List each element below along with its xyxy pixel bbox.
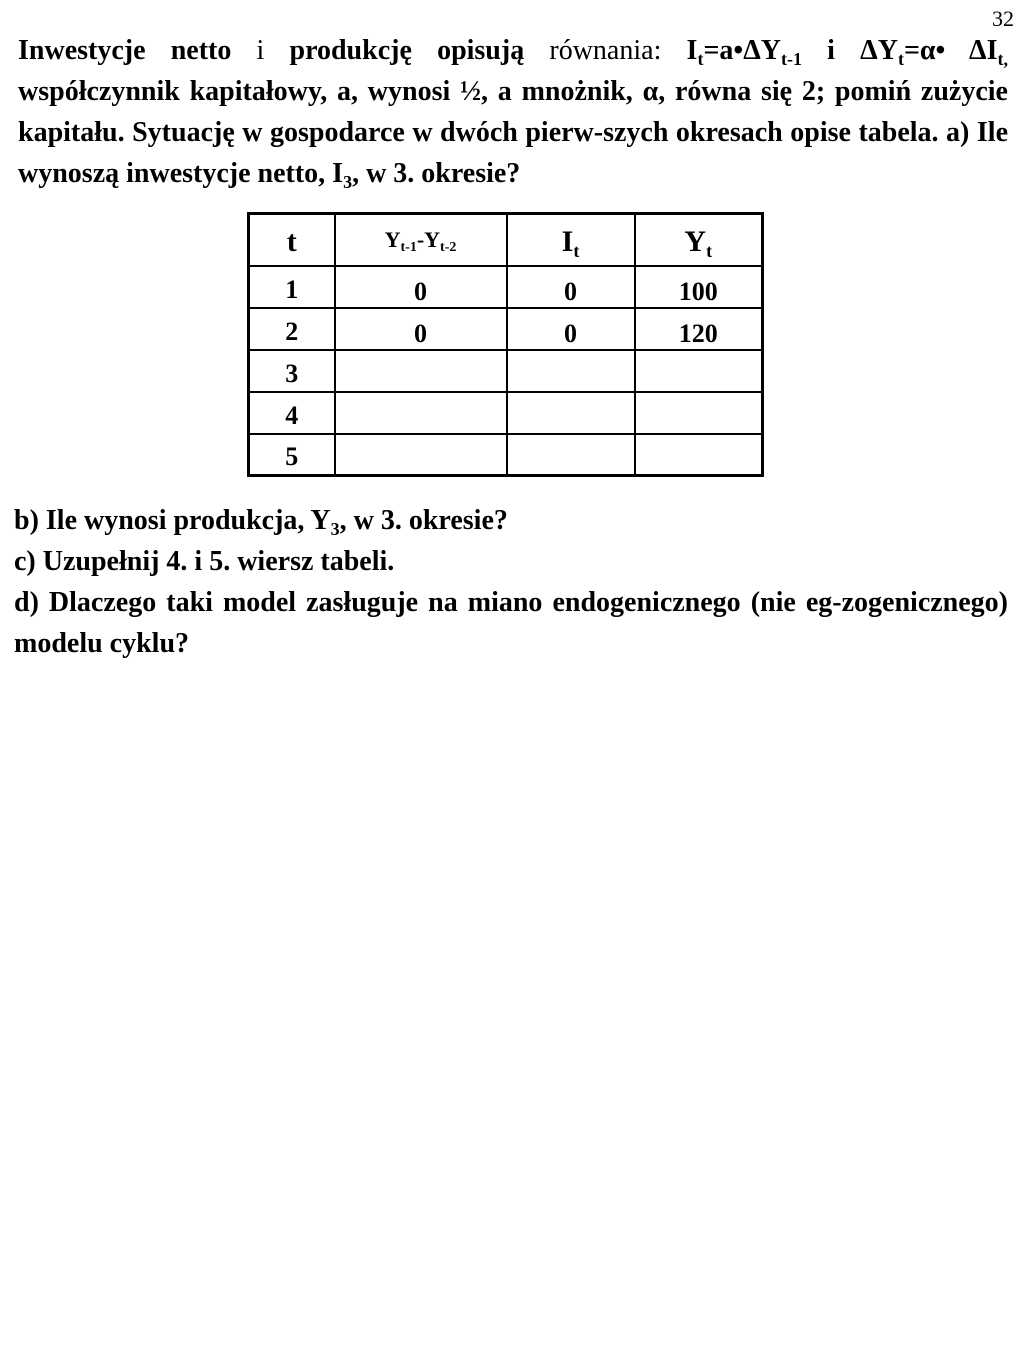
cell-i: 0 [507, 308, 635, 350]
cell-i [507, 392, 635, 434]
table-header-row [249, 214, 763, 266]
intro-text: Inwestycje netto [18, 35, 257, 66]
delta-symbol: Δ [860, 35, 878, 66]
cell-t: 2 [249, 308, 335, 350]
cell-y [635, 392, 763, 434]
cell-diff: 0 [335, 308, 507, 350]
data-table [247, 212, 764, 477]
header-yt [635, 214, 763, 266]
cell-t: 1 [249, 266, 335, 308]
header-text: Y [424, 227, 441, 252]
cell-diff [335, 350, 507, 392]
intro-text: I [986, 35, 998, 66]
intro-text: i [802, 35, 861, 66]
header-it [507, 214, 635, 266]
subscript: t [897, 49, 904, 69]
question-text: , w 3. okresie? [339, 505, 508, 536]
cell-diff: 0 [335, 266, 507, 308]
subscript: t-1 [400, 240, 417, 255]
questions-block [14, 500, 1008, 664]
intro-text: równania: [549, 35, 662, 66]
intro-text: =a• [703, 35, 744, 66]
subscript: t [706, 241, 713, 261]
subscript: 3 [343, 172, 353, 192]
cell-y [635, 434, 763, 476]
cell-t: 4 [249, 392, 335, 434]
cell-y: 120 [635, 308, 763, 350]
intro-text: = [903, 35, 920, 66]
cell-diff [335, 392, 507, 434]
intro-text: i [256, 35, 265, 66]
cell-y [635, 350, 763, 392]
table-row [249, 308, 763, 350]
question-b [14, 500, 1008, 541]
subscript: t-2 [440, 240, 457, 255]
intro-text: produkcję opisują [264, 35, 550, 66]
header-text: - [416, 227, 425, 252]
question-text: b) Ile wynosi produkcja, Y [14, 505, 331, 536]
delta-symbol: Δ [743, 35, 761, 66]
intro-text: • [935, 35, 946, 66]
alpha-symbol: α [919, 35, 936, 66]
question-c: c) Uzupełnij 4. i 5. wiersz tabeli. [14, 546, 395, 577]
header-text: Y [384, 227, 401, 252]
intro-text: Y [760, 35, 781, 66]
table-row [249, 350, 763, 392]
cell-diff [335, 434, 507, 476]
question-d: d) Dlaczego taki model zasługuje na miano endogenicznego (nie eg-zogenicznego) modelu cyklu? [14, 587, 1008, 659]
cell-i [507, 434, 635, 476]
cell-i [507, 350, 635, 392]
intro-text: , równa się 2; pomiń zużycie kapitału. Sytuację w gospodarce w dwóch pierw-szych okresach opise tabela. a) Ile wynoszą inwestycje netto, I [18, 76, 1008, 189]
alpha-symbol: α [642, 76, 659, 107]
subscript: 3 [330, 519, 340, 539]
delta-symbol: Δ [969, 35, 987, 66]
table-row [249, 266, 763, 308]
subscript: t, [997, 49, 1008, 69]
header-text: Y [684, 225, 707, 258]
cell-i: 0 [507, 266, 635, 308]
intro-text: Y [877, 35, 898, 66]
table-row [249, 392, 763, 434]
intro-paragraph [18, 30, 1008, 194]
cell-t: 3 [249, 350, 335, 392]
intro-text: , w 3. okresie? [352, 158, 521, 189]
header-t [249, 214, 335, 266]
header-text: I [561, 225, 574, 258]
header-text: t [286, 225, 297, 258]
intro-text: współczynnik kapitałowy, a, wynosi ½, a mnożnik, [18, 76, 643, 107]
subscript: t [697, 49, 704, 69]
header-y-diff [335, 214, 507, 266]
subscript: t [573, 241, 580, 261]
page-number: 32 [992, 6, 1014, 31]
cell-t: 5 [249, 434, 335, 476]
table-row [249, 434, 763, 476]
cell-y: 100 [635, 266, 763, 308]
subscript: t-1 [781, 49, 802, 69]
intro-text: I [661, 35, 698, 66]
